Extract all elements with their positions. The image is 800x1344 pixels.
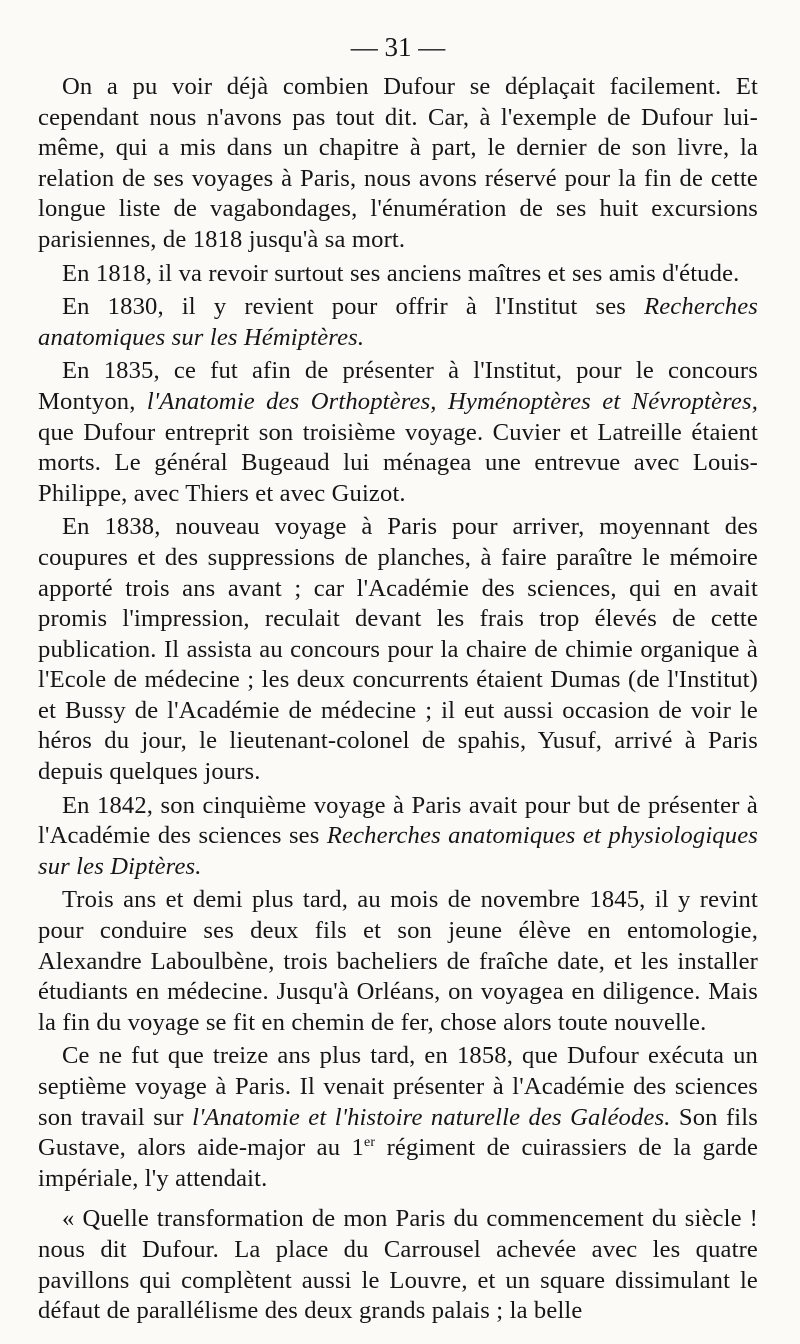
text-run: que Dufour entreprit son troisième voyage. Cuvier et Latreille étaient morts. Le général Bugeaud lui ménagea une entrevue avec Louis-Philippe, avec Thiers et avec Guizot. [38, 418, 758, 507]
superscript: er [364, 1135, 376, 1150]
text-run: « Quelle transformation de mon Paris du commencement du siècle ! nous dit Dufour. La place du Carrousel achevée avec les quatre pavillons qui complètent aussi le Louvre, et un square dissimulant le défaut de parallélisme des deux grands palais ; la belle [38, 1205, 758, 1325]
paragraph-6 [38, 791, 758, 883]
paragraph-8 [38, 1041, 758, 1194]
italic-title: Recherches anatomiques sur les Hémiptères. [38, 293, 758, 351]
text-run: On a pu voir déjà combien Dufour se déplaçait facilement. Et cependant nous n'avons pas tout dit. Car, à l'exemple de Dufour lui-même, qui a mis dans un chapitre à part, le dernier de son livre, la relation de ses voyages à Paris, nous avons réservé pour la fin de cette longue liste de vagabondages, l'énumération de ses huit excursions parisiennes, de 1818 jusqu'à sa mort. [38, 73, 758, 253]
text-run: En 1830, il y revient pour offrir à l'Institut ses [62, 293, 645, 321]
paragraph-9 [38, 1204, 758, 1326]
text-run: Trois ans et demi plus tard, au mois de novembre 1845, il y revint pour conduire ses deux fils et son jeune élève en entomologie, Alexandre Laboulbène, trois bacheliers de fraîche date, et les installer étudiants en médecine. Jusqu'à Orléans, on voyagea en diligence. Mais la fin du voyage se fit en chemin de fer, chose alors toute nouvelle. [38, 886, 758, 1036]
paragraph-1 [38, 72, 758, 256]
italic-title: l'Anatomie et l'histoire naturelle des Galéodes. [192, 1103, 671, 1131]
paragraph-2 [38, 259, 758, 290]
paragraph-7 [38, 885, 758, 1038]
text-run: En 1818, il va revoir surtout ses anciens maîtres et ses amis d'étude. [62, 259, 740, 287]
text-run: Son fils Gustave, alors aide-major au 1 [38, 1103, 758, 1162]
text-run: régiment de cuirassiers de la garde impériale, l'y attendait. [38, 1134, 759, 1192]
italic-title: l'Anatomie des Orthoptères, Hyménoptères et Névroptères, [146, 387, 758, 415]
paragraph-4 [38, 356, 758, 509]
text-run: En 1838, nouveau voyage à Paris pour arriver, moyennant des coupures et des suppressions de planches, à faire paraître le mémoire apporté trois ans avant ; car l'Académie des sciences, qui en avait promis l'impression, reculait devant les frais trop élevés de cette publication. Il assista au concours pour la chaire de chimie organique à l'Ecole de médecine ; les deux concurrents étaient Dumas (de l'Institut) et Bussy de l'Académie de médecine ; il eut aussi occasion de voir le héros du jour, le lieutenant-colonel de spahis, Yusuf, arrivé à Paris depuis quelques jours. [38, 513, 758, 786]
paragraph-5 [38, 512, 758, 787]
paragraph-3 [38, 292, 758, 353]
italic-title: Recherches anatomiques et physiologiques sur les Diptères. [38, 822, 758, 880]
text-run: Ce ne fut que treize ans plus tard, en 1858, que Dufour exécuta un septième voyage à Paris. Il venait présenter à l'Académie des sciences son travail sur [38, 1042, 758, 1131]
page-number: — 31 — [350, 32, 446, 62]
text-run: En 1842, son cinquième voyage à Paris avait pour but de présenter à l'Académie des sciences ses [38, 791, 758, 850]
text-run: En 1835, ce fut afin de présenter à l'Institut, pour le concours Montyon, [38, 357, 758, 415]
